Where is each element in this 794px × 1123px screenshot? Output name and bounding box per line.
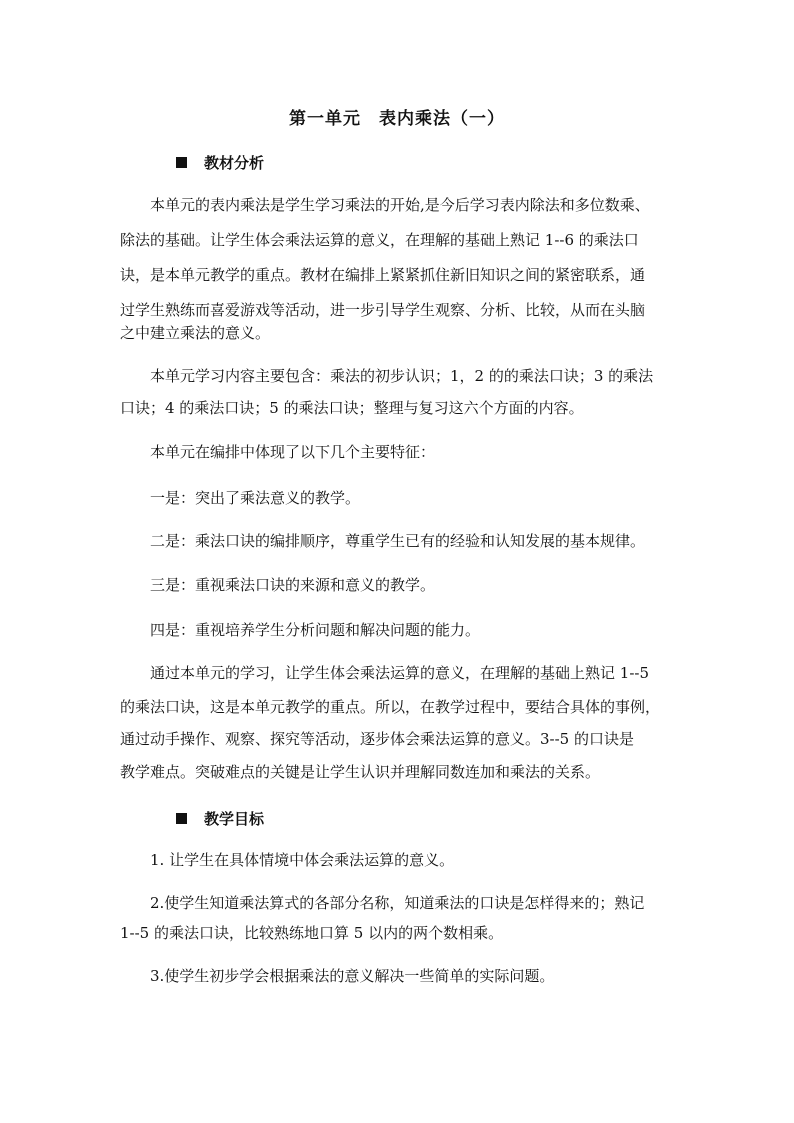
paragraph-line: 二是：乘法口诀的编排顺序，尊重学生已有的经验和认知发展的基本规律。 [150, 532, 646, 550]
paragraph-line: 口诀；4 的乘法口诀；5 的乘法口诀；整理与复习这六个方面的内容。 [120, 399, 584, 417]
paragraph-line: 一是：突出了乘法意义的教学。 [150, 489, 361, 507]
paragraph-line: 通过本单元的学习，让学生体会乘法运算的意义，在理解的基础上熟记 1--5 [150, 664, 649, 682]
square-bullet-icon [176, 813, 187, 824]
paragraph-line: 的乘法口诀，这是本单元教学的重点。所以，在教学过程中，要结合具体的事例， [120, 698, 661, 716]
paragraph-line: 除法的基础。让学生体会乘法运算的意义，在理解的基础上熟记 1--6 的乘法口 [120, 231, 639, 249]
paragraph-line: 本单元在编排中体现了以下几个主要特征： [150, 443, 436, 461]
paragraph-line: 三是：重视乘法口诀的来源和意义的教学。 [150, 576, 436, 594]
paragraph-line: 通过动手操作、观察、探究等活动，逐步体会乘法运算的意义。3--5 的口诀是 [120, 730, 634, 748]
list-item: 1--5 的乘法口诀，比较熟练地口算 5 以内的两个数相乘。 [120, 924, 504, 942]
list-item: 1. 让学生在具体情境中体会乘法运算的意义。 [150, 851, 455, 869]
paragraph-line: 本单元的表内乘法是学生学习乘法的开始,是今后学习表内除法和多位数乘、 [150, 196, 650, 214]
section-heading-teaching-goals: 教学目标 [176, 808, 264, 829]
page-title: 第一单元 表内乘法（一） [289, 109, 505, 129]
paragraph-line: 之中建立乘法的意义。 [120, 324, 271, 342]
section-heading-textbook-analysis: 教材分析 [176, 152, 264, 173]
paragraph-line: 教学难点。突破难点的关键是让学生认识并理解同数连加和乘法的关系。 [120, 763, 601, 781]
list-item: 3.使学生初步学会根据乘法的意义解决一些简单的实际问题。 [150, 967, 555, 985]
paragraph-line: 诀，是本单元教学的重点。教材在编排上紧紧抓住新旧知识之间的紧密联系，通 [120, 266, 646, 284]
paragraph-line: 本单元学习内容主要包含：乘法的初步认识；1，2 的的乘法口诀；3 的乘法 [150, 367, 654, 385]
paragraph-line: 过学生熟练而喜爱游戏等活动，进一步引导学生观察、分析、比较，从而在头脑 [120, 301, 646, 319]
list-item: 2.使学生知道乘法算式的各部分名称，知道乘法的口诀是怎样得来的；熟记 [150, 894, 645, 912]
paragraph-line: 四是：重视培养学生分析问题和解决问题的能力。 [150, 621, 481, 639]
square-bullet-icon [176, 157, 187, 168]
